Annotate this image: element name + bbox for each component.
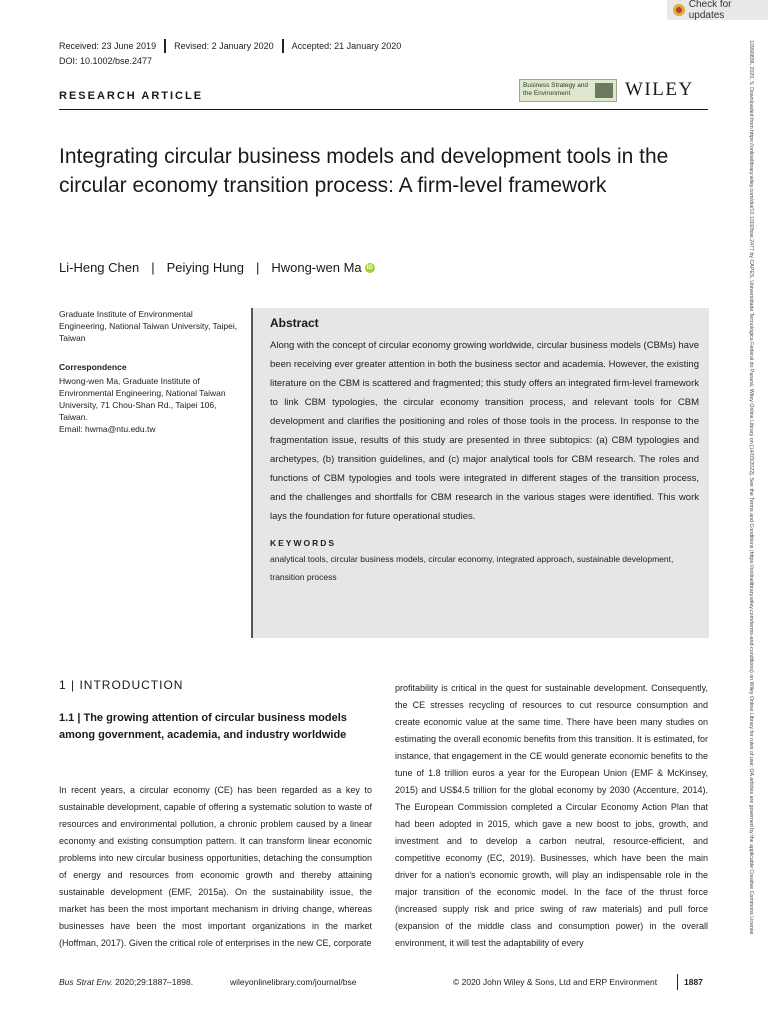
- body-text-left: In recent years, a circular economy (CE) has been regarded as a key to sustainable development, capable of offering a systematic solution to waste of resources and environmental pollution, a chronic problem caused by a linear economy and existing consumption pattern. It can transform linear economic problems into new circular business opportunities, detaching the consumption of energy and resources from economic growth and thereby attaining sustainable development (EMF, 2015a). On the sustainability issue, the market has been the most important mechanism in driving change, whereas businesses have been the most important organizations in the market (Hoffman, 2017). Given the critical role of enterprises in the new CE, corporate: [59, 785, 372, 948]
- journal-url[interactable]: wileyonlinelibrary.com/journal/bse: [230, 977, 357, 987]
- citation-volume: 2020;29:1887–1898.: [112, 977, 194, 987]
- correspondence-heading: Correspondence: [59, 362, 127, 372]
- abstract-heading: Abstract: [270, 316, 319, 330]
- header-divider: [59, 109, 708, 110]
- article-type: RESEARCH ARTICLE: [59, 90, 204, 102]
- page-number-divider: [677, 974, 678, 990]
- crossmark-icon: [673, 4, 685, 16]
- section-heading: 1 | INTRODUCTION: [59, 678, 184, 692]
- date-divider: [282, 39, 284, 53]
- journal-name: Business Strategy and the Environment: [523, 82, 589, 97]
- accepted-date: Accepted: 21 January 2020: [291, 41, 402, 51]
- publisher-logo: WILEY: [625, 79, 694, 100]
- correspondence-email[interactable]: Email: hwma@ntu.edu.tw: [59, 424, 156, 434]
- author-name[interactable]: Peiying Hung: [166, 260, 244, 275]
- correspondence-address: Hwong-wen Ma, Graduate Institute of Environmental Engineering, National Taiwan University, 71 Chou-Shan Rd., Taipei 106, Taiwan.: [59, 376, 226, 422]
- correspondence: [59, 375, 244, 435]
- keywords-heading: KEYWORDS: [270, 538, 337, 548]
- paper-title: Integrating circular business models and development tools in the circular economy transition process: A firm-level framework: [59, 145, 669, 197]
- author-separator: |: [255, 260, 260, 275]
- citation-journal: Bus Strat Env.: [59, 977, 113, 987]
- citation: [59, 977, 193, 987]
- author-name[interactable]: Hwong-wen Ma: [271, 260, 362, 275]
- received-date: Received: 23 June 2019: [59, 41, 157, 51]
- author-separator: |: [151, 260, 155, 275]
- doi: DOI: 10.1002/bse.2477: [59, 56, 153, 66]
- body-text-right: profitability is critical in the quest for sustainable development. Consequently, the CE stresses recycling of resources to cut resource consumption and create economic value at the same time. There have been many studies on estimating the overall economic benefits from this transition. It is estimated, for instance, that engagement in the CE would generate economic benefits to the tune of 1.8 trillion euros a year for the European Union (EMF & McKinsey, 2015) and US$4.5 trillion for the global economy by 2030 (Accenture, 2014). The European Commission completed a Circular Economy Action Plan that had been adopted in 2015, which gave a new boost to jobs, growth, and investment and to develop a carbon neutral, resource-efficient, and competitive economy (EC, 2019). Businesses, which have been the main driver for a nation's economic growth, will play an indispensable role in the major transition of the economic model. In the face of the thrust force (increased supply risk and price swing of raw materials) and pull force (expansion of the middle class and consumption power) in the overall environment, it will test the adaptability of every: [395, 683, 708, 948]
- page-number: 1887: [684, 977, 703, 987]
- abstract-box: [253, 308, 709, 638]
- keywords: analytical tools, circular business models, circular economy, integrated approach, sustainable development, transition process: [270, 554, 674, 582]
- download-notice: [744, 40, 756, 1000]
- affiliation: Graduate Institute of Environmental Engineering, National Taiwan University, Taipei, Taiwan: [59, 309, 238, 343]
- author-list: [59, 260, 375, 275]
- check-for-updates-label: Check for updates: [688, 0, 732, 21]
- subsection-heading: 1.1 | The growing attention of circular business models among government, academia, and industry worldwide: [59, 712, 347, 741]
- copyright: © 2020 John Wiley & Sons, Ltd and ERP Environment: [453, 977, 658, 987]
- revised-date: Revised: 2 January 2020: [174, 41, 274, 51]
- check-for-updates-button[interactable]: [667, 0, 768, 20]
- date-divider: [164, 39, 166, 53]
- abstract-text: Along with the concept of circular economy growing worldwide, circular business models (CBMs) have been receiving ever greater attention in both the business sector and academia. However, the existing literature on the CBM is scattered and fragmented; this study offers an integrated firm-level framework to link CBM typologies, the circular economy transition process, and relevant tools for CBM development and clarifies the positioning and roles of those tools in the process. In response to the fragmentation issue, results of this study are presented in three subtopics: (a) CBM typologies and archetypes, (b) transition guidelines, and (c) major analytical tools for CBM research. The roles and functions of CBM typologies and tools were integrated in different stages of the transition process, and the challenges and shortfalls for CBM research in the various stages were identified. This work lays the foundation for future operational studies.: [270, 340, 699, 522]
- journal-logo-icon: [595, 83, 613, 98]
- orcid-icon[interactable]: iD: [366, 264, 373, 271]
- author-name[interactable]: Li-Heng Chen: [59, 260, 140, 275]
- download-notice-text: 10990836, 2020, 5, Downloaded from https://onlinelibrary.wiley.com/doi/10.1002/bse.2477 by CAPES, Universidade Tecnológica Federal do Paraná, Wiley Online Library on [14/03/2022]. See the Terms and Conditions (https://onlinelibrary.wiley.com/terms-and-conditions) on Wiley Online Library for rules of use; OA articles are governed by the applicable Creative Commons License: [748, 40, 754, 935]
- journal-logo: [519, 79, 617, 102]
- article-dates: [59, 39, 401, 53]
